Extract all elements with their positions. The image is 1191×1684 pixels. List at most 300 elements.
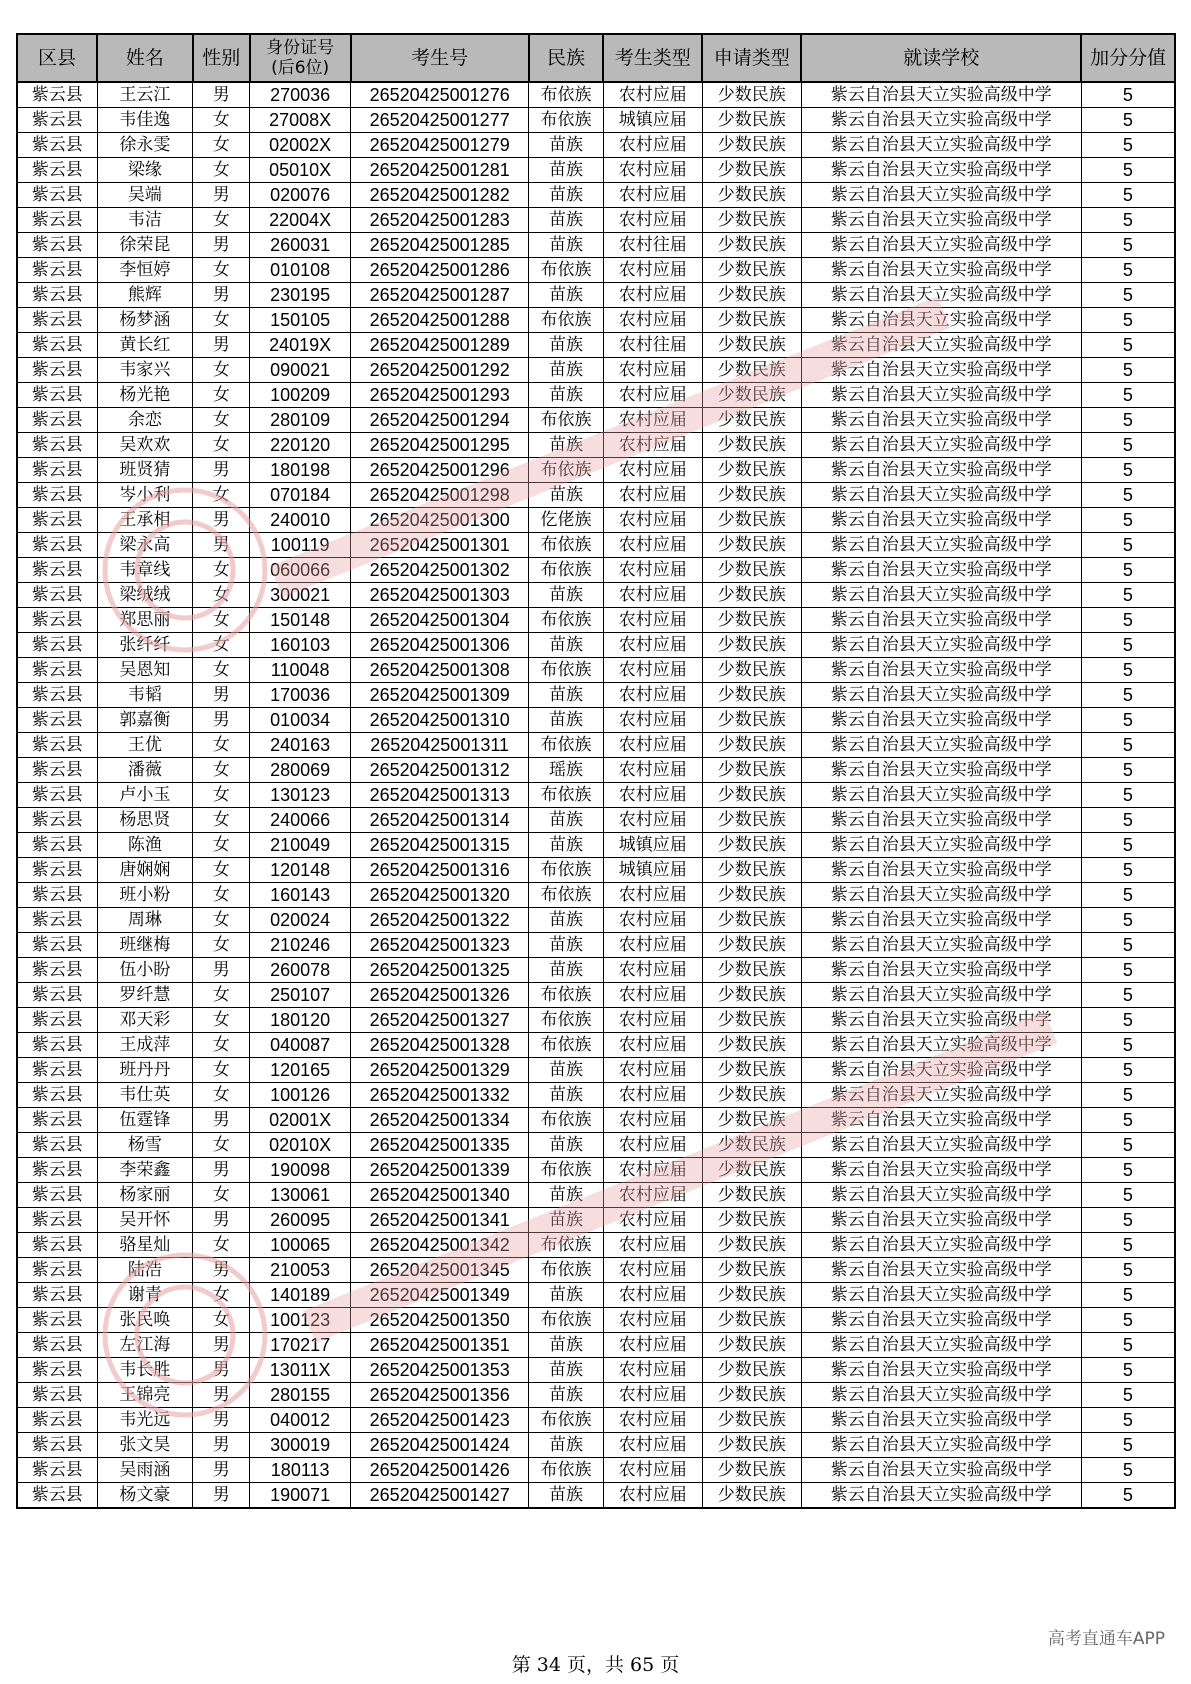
cell-bonus-points: 5 xyxy=(1081,358,1175,383)
cell-bonus-points: 5 xyxy=(1081,483,1175,508)
cell-district: 紫云县 xyxy=(17,82,97,108)
cell-district: 紫云县 xyxy=(17,1158,97,1183)
cell-candidate-type: 农村应届 xyxy=(603,1133,702,1158)
cell-application-type: 少数民族 xyxy=(702,608,801,633)
cell-exam-number: 26520425001323 xyxy=(351,933,529,958)
cell-bonus-points: 5 xyxy=(1081,983,1175,1008)
cell-exam-number: 26520425001276 xyxy=(351,82,529,108)
cell-ethnicity: 布依族 xyxy=(529,1033,604,1058)
cell-exam-number: 26520425001300 xyxy=(351,508,529,533)
cell-district: 紫云县 xyxy=(17,508,97,533)
cell-application-type: 少数民族 xyxy=(702,183,801,208)
cell-district: 紫云县 xyxy=(17,983,97,1008)
cell-exam-number: 26520425001279 xyxy=(351,133,529,158)
cell-school: 紫云自治县天立实验高级中学 xyxy=(801,1408,1081,1433)
cell-exam-number: 26520425001303 xyxy=(351,583,529,608)
cell-ethnicity: 布依族 xyxy=(529,108,604,133)
cell-application-type: 少数民族 xyxy=(702,1158,801,1183)
table-row xyxy=(17,1233,1175,1258)
cell-application-type: 少数民族 xyxy=(702,683,801,708)
cell-district: 紫云县 xyxy=(17,1208,97,1233)
cell-gender: 男 xyxy=(193,708,250,733)
header-district: 区县 xyxy=(17,34,97,82)
cell-id-suffix: 060066 xyxy=(250,558,351,583)
cell-candidate-type: 农村应届 xyxy=(603,1058,702,1083)
cell-gender: 女 xyxy=(193,933,250,958)
cell-id-suffix: 130061 xyxy=(250,1183,351,1208)
cell-bonus-points: 5 xyxy=(1081,383,1175,408)
cell-district: 紫云县 xyxy=(17,933,97,958)
table-row xyxy=(17,1483,1175,1509)
cell-district: 紫云县 xyxy=(17,758,97,783)
cell-application-type: 少数民族 xyxy=(702,1283,801,1308)
cell-bonus-points: 5 xyxy=(1081,1058,1175,1083)
cell-ethnicity: 苗族 xyxy=(529,808,604,833)
cell-gender: 男 xyxy=(193,283,250,308)
cell-bonus-points: 5 xyxy=(1081,1358,1175,1383)
cell-ethnicity: 苗族 xyxy=(529,1358,604,1383)
header-name: 姓名 xyxy=(97,34,193,82)
cell-name: 韦长胜 xyxy=(97,1358,193,1383)
cell-gender: 男 xyxy=(193,183,250,208)
table-row xyxy=(17,558,1175,583)
cell-id-suffix: 220120 xyxy=(250,433,351,458)
cell-district: 紫云县 xyxy=(17,633,97,658)
cell-gender: 女 xyxy=(193,983,250,1008)
cell-exam-number: 26520425001306 xyxy=(351,633,529,658)
table-row xyxy=(17,633,1175,658)
cell-bonus-points: 5 xyxy=(1081,1233,1175,1258)
table-row xyxy=(17,1033,1175,1058)
cell-district: 紫云县 xyxy=(17,358,97,383)
cell-name: 梁缘 xyxy=(97,158,193,183)
table-row xyxy=(17,733,1175,758)
cell-id-suffix: 150148 xyxy=(250,608,351,633)
cell-application-type: 少数民族 xyxy=(702,633,801,658)
cell-gender: 男 xyxy=(193,458,250,483)
cell-application-type: 少数民族 xyxy=(702,158,801,183)
cell-ethnicity: 布依族 xyxy=(529,1408,604,1433)
cell-id-suffix: 110048 xyxy=(250,658,351,683)
cell-candidate-type: 农村应届 xyxy=(603,1208,702,1233)
cell-name: 伍小盼 xyxy=(97,958,193,983)
cell-gender: 女 xyxy=(193,883,250,908)
cell-gender: 女 xyxy=(193,133,250,158)
cell-district: 紫云县 xyxy=(17,1108,97,1133)
table-row xyxy=(17,433,1175,458)
cell-gender: 女 xyxy=(193,758,250,783)
cell-candidate-type: 城镇应届 xyxy=(603,833,702,858)
cell-bonus-points: 5 xyxy=(1081,458,1175,483)
cell-candidate-type: 农村应届 xyxy=(603,958,702,983)
cell-name: 岑小利 xyxy=(97,483,193,508)
cell-ethnicity: 布依族 xyxy=(529,1308,604,1333)
cell-school: 紫云自治县天立实验高级中学 xyxy=(801,1358,1081,1383)
cell-district: 紫云县 xyxy=(17,1233,97,1258)
cell-bonus-points: 5 xyxy=(1081,108,1175,133)
cell-bonus-points: 5 xyxy=(1081,1408,1175,1433)
cell-ethnicity: 苗族 xyxy=(529,1483,604,1509)
cell-name: 班小粉 xyxy=(97,883,193,908)
cell-application-type: 少数民族 xyxy=(702,533,801,558)
cell-ethnicity: 苗族 xyxy=(529,908,604,933)
cell-exam-number: 26520425001314 xyxy=(351,808,529,833)
cell-district: 紫云县 xyxy=(17,708,97,733)
cell-id-suffix: 120165 xyxy=(250,1058,351,1083)
cell-application-type: 少数民族 xyxy=(702,1333,801,1358)
table-row xyxy=(17,258,1175,283)
cell-gender: 男 xyxy=(193,533,250,558)
cell-district: 紫云县 xyxy=(17,1083,97,1108)
cell-bonus-points: 5 xyxy=(1081,183,1175,208)
cell-school: 紫云自治县天立实验高级中学 xyxy=(801,208,1081,233)
cell-district: 紫云县 xyxy=(17,1133,97,1158)
cell-school: 紫云自治县天立实验高级中学 xyxy=(801,1333,1081,1358)
cell-gender: 男 xyxy=(193,1383,250,1408)
cell-name: 王承相 xyxy=(97,508,193,533)
table-row xyxy=(17,483,1175,508)
cell-gender: 女 xyxy=(193,808,250,833)
cell-ethnicity: 布依族 xyxy=(529,1258,604,1283)
cell-application-type: 少数民族 xyxy=(702,1083,801,1108)
table-row xyxy=(17,933,1175,958)
cell-id-suffix: 02002X xyxy=(250,133,351,158)
cell-id-suffix: 020076 xyxy=(250,183,351,208)
table-row xyxy=(17,383,1175,408)
cell-district: 紫云县 xyxy=(17,608,97,633)
cell-gender: 男 xyxy=(193,1408,250,1433)
cell-gender: 女 xyxy=(193,108,250,133)
cell-exam-number: 26520425001341 xyxy=(351,1208,529,1233)
cell-exam-number: 26520425001426 xyxy=(351,1458,529,1483)
cell-gender: 女 xyxy=(193,783,250,808)
cell-ethnicity: 苗族 xyxy=(529,833,604,858)
cell-ethnicity: 苗族 xyxy=(529,483,604,508)
cell-school: 紫云自治县天立实验高级中学 xyxy=(801,133,1081,158)
table-row xyxy=(17,1308,1175,1333)
cell-school: 紫云自治县天立实验高级中学 xyxy=(801,608,1081,633)
cell-candidate-type: 城镇应届 xyxy=(603,858,702,883)
cell-bonus-points: 5 xyxy=(1081,733,1175,758)
cell-candidate-type: 农村应届 xyxy=(603,483,702,508)
cell-ethnicity: 苗族 xyxy=(529,233,604,258)
table-row xyxy=(17,1058,1175,1083)
table-row xyxy=(17,708,1175,733)
cell-gender: 男 xyxy=(193,1433,250,1458)
cell-id-suffix: 100126 xyxy=(250,1083,351,1108)
cell-candidate-type: 农村应届 xyxy=(603,133,702,158)
cell-application-type: 少数民族 xyxy=(702,908,801,933)
cell-application-type: 少数民族 xyxy=(702,1233,801,1258)
cell-exam-number: 26520425001329 xyxy=(351,1058,529,1083)
cell-exam-number: 26520425001288 xyxy=(351,308,529,333)
cell-bonus-points: 5 xyxy=(1081,508,1175,533)
cell-gender: 女 xyxy=(193,583,250,608)
cell-exam-number: 26520425001277 xyxy=(351,108,529,133)
cell-ethnicity: 苗族 xyxy=(529,933,604,958)
cell-id-suffix: 270036 xyxy=(250,82,351,108)
cell-name: 余恋 xyxy=(97,408,193,433)
cell-gender: 女 xyxy=(193,1133,250,1158)
cell-exam-number: 26520425001282 xyxy=(351,183,529,208)
cell-candidate-type: 农村应届 xyxy=(603,408,702,433)
cell-application-type: 少数民族 xyxy=(702,358,801,383)
cell-application-type: 少数民族 xyxy=(702,833,801,858)
cell-district: 紫云县 xyxy=(17,158,97,183)
cell-district: 紫云县 xyxy=(17,1358,97,1383)
cell-id-suffix: 010108 xyxy=(250,258,351,283)
cell-candidate-type: 农村应届 xyxy=(603,633,702,658)
cell-school: 紫云自治县天立实验高级中学 xyxy=(801,1183,1081,1208)
cell-bonus-points: 5 xyxy=(1081,1383,1175,1408)
cell-candidate-type: 农村应届 xyxy=(603,658,702,683)
table-row xyxy=(17,958,1175,983)
cell-gender: 女 xyxy=(193,633,250,658)
cell-exam-number: 26520425001285 xyxy=(351,233,529,258)
cell-bonus-points: 5 xyxy=(1081,408,1175,433)
table-row xyxy=(17,758,1175,783)
cell-district: 紫云县 xyxy=(17,308,97,333)
cell-district: 紫云县 xyxy=(17,858,97,883)
cell-application-type: 少数民族 xyxy=(702,1483,801,1509)
cell-gender: 男 xyxy=(193,958,250,983)
cell-school: 紫云自治县天立实验高级中学 xyxy=(801,908,1081,933)
cell-bonus-points: 5 xyxy=(1081,133,1175,158)
cell-id-suffix: 27008X xyxy=(250,108,351,133)
table-row xyxy=(17,583,1175,608)
cell-ethnicity: 苗族 xyxy=(529,183,604,208)
cell-school: 紫云自治县天立实验高级中学 xyxy=(801,433,1081,458)
cell-application-type: 少数民族 xyxy=(702,108,801,133)
cell-candidate-type: 农村应届 xyxy=(603,808,702,833)
cell-bonus-points: 5 xyxy=(1081,608,1175,633)
cell-school: 紫云自治县天立实验高级中学 xyxy=(801,858,1081,883)
table-row xyxy=(17,308,1175,333)
cell-bonus-points: 5 xyxy=(1081,1458,1175,1483)
cell-ethnicity: 布依族 xyxy=(529,558,604,583)
cell-district: 紫云县 xyxy=(17,958,97,983)
table-row xyxy=(17,1358,1175,1383)
cell-candidate-type: 农村应届 xyxy=(603,908,702,933)
cell-gender: 女 xyxy=(193,433,250,458)
cell-candidate-type: 农村应届 xyxy=(603,1408,702,1433)
cell-exam-number: 26520425001312 xyxy=(351,758,529,783)
cell-ethnicity: 苗族 xyxy=(529,1383,604,1408)
cell-id-suffix: 300021 xyxy=(250,583,351,608)
cell-ethnicity: 布依族 xyxy=(529,883,604,908)
cell-id-suffix: 180120 xyxy=(250,1008,351,1033)
cell-school: 紫云自治县天立实验高级中学 xyxy=(801,783,1081,808)
cell-exam-number: 26520425001340 xyxy=(351,1183,529,1208)
cell-application-type: 少数民族 xyxy=(702,233,801,258)
cell-gender: 男 xyxy=(193,1108,250,1133)
cell-name: 杨文豪 xyxy=(97,1483,193,1509)
cell-name: 吴恩知 xyxy=(97,658,193,683)
cell-exam-number: 26520425001356 xyxy=(351,1383,529,1408)
cell-ethnicity: 布依族 xyxy=(529,983,604,1008)
cell-id-suffix: 210246 xyxy=(250,933,351,958)
cell-id-suffix: 180198 xyxy=(250,458,351,483)
cell-exam-number: 26520425001342 xyxy=(351,1233,529,1258)
cell-district: 紫云县 xyxy=(17,408,97,433)
cell-application-type: 少数民族 xyxy=(702,758,801,783)
bonus-points-table xyxy=(16,33,1176,1509)
cell-school: 紫云自治县天立实验高级中学 xyxy=(801,1033,1081,1058)
cell-exam-number: 26520425001281 xyxy=(351,158,529,183)
cell-application-type: 少数民族 xyxy=(702,1433,801,1458)
cell-name: 吴开怀 xyxy=(97,1208,193,1233)
cell-candidate-type: 农村应届 xyxy=(603,383,702,408)
table-row xyxy=(17,1383,1175,1408)
cell-name: 张纤纤 xyxy=(97,633,193,658)
cell-id-suffix: 210053 xyxy=(250,1258,351,1283)
cell-name: 李荣鑫 xyxy=(97,1158,193,1183)
cell-bonus-points: 5 xyxy=(1081,1208,1175,1233)
cell-application-type: 少数民族 xyxy=(702,333,801,358)
cell-application-type: 少数民族 xyxy=(702,1183,801,1208)
cell-gender: 女 xyxy=(193,908,250,933)
cell-application-type: 少数民族 xyxy=(702,583,801,608)
table-row xyxy=(17,1108,1175,1133)
cell-exam-number: 26520425001289 xyxy=(351,333,529,358)
cell-id-suffix: 210049 xyxy=(250,833,351,858)
cell-application-type: 少数民族 xyxy=(702,408,801,433)
cell-name: 熊辉 xyxy=(97,283,193,308)
table-row xyxy=(17,533,1175,558)
cell-school: 紫云自治县天立实验高级中学 xyxy=(801,1108,1081,1133)
cell-name: 王成萍 xyxy=(97,1033,193,1058)
cell-bonus-points: 5 xyxy=(1081,1483,1175,1509)
table-row xyxy=(17,808,1175,833)
table-row xyxy=(17,283,1175,308)
cell-district: 紫云县 xyxy=(17,1008,97,1033)
cell-bonus-points: 5 xyxy=(1081,958,1175,983)
cell-exam-number: 26520425001294 xyxy=(351,408,529,433)
header-gender: 性别 xyxy=(193,34,250,82)
cell-candidate-type: 农村应届 xyxy=(603,1258,702,1283)
cell-ethnicity: 布依族 xyxy=(529,858,604,883)
cell-exam-number: 26520425001295 xyxy=(351,433,529,458)
cell-name: 杨思贤 xyxy=(97,808,193,833)
cell-name: 韦章线 xyxy=(97,558,193,583)
cell-candidate-type: 农村应届 xyxy=(603,508,702,533)
cell-bonus-points: 5 xyxy=(1081,583,1175,608)
cell-name: 班继梅 xyxy=(97,933,193,958)
cell-ethnicity: 布依族 xyxy=(529,258,604,283)
cell-application-type: 少数民族 xyxy=(702,708,801,733)
cell-ethnicity: 布依族 xyxy=(529,608,604,633)
cell-district: 紫云县 xyxy=(17,1258,97,1283)
cell-exam-number: 26520425001423 xyxy=(351,1408,529,1433)
cell-district: 紫云县 xyxy=(17,1408,97,1433)
cell-district: 紫云县 xyxy=(17,458,97,483)
cell-bonus-points: 5 xyxy=(1081,933,1175,958)
cell-gender: 男 xyxy=(193,508,250,533)
cell-bonus-points: 5 xyxy=(1081,333,1175,358)
cell-exam-number: 26520425001316 xyxy=(351,858,529,883)
cell-gender: 女 xyxy=(193,1083,250,1108)
cell-candidate-type: 农村应届 xyxy=(603,1433,702,1458)
cell-district: 紫云县 xyxy=(17,1483,97,1509)
cell-candidate-type: 农村应届 xyxy=(603,883,702,908)
cell-name: 卢小玉 xyxy=(97,783,193,808)
cell-gender: 女 xyxy=(193,1233,250,1258)
cell-id-suffix: 190071 xyxy=(250,1483,351,1509)
cell-name: 徐永雯 xyxy=(97,133,193,158)
cell-school: 紫云自治县天立实验高级中学 xyxy=(801,183,1081,208)
cell-name: 张文昊 xyxy=(97,1433,193,1458)
cell-exam-number: 26520425001310 xyxy=(351,708,529,733)
cell-bonus-points: 5 xyxy=(1081,1333,1175,1358)
table-row xyxy=(17,408,1175,433)
table-row xyxy=(17,82,1175,108)
cell-name: 吴端 xyxy=(97,183,193,208)
cell-id-suffix: 040087 xyxy=(250,1033,351,1058)
cell-name: 唐娴娴 xyxy=(97,858,193,883)
cell-gender: 男 xyxy=(193,1158,250,1183)
cell-name: 班贤猜 xyxy=(97,458,193,483)
table-row xyxy=(17,1258,1175,1283)
cell-candidate-type: 农村应届 xyxy=(603,983,702,1008)
cell-ethnicity: 苗族 xyxy=(529,1133,604,1158)
cell-gender: 女 xyxy=(193,483,250,508)
cell-exam-number: 26520425001302 xyxy=(351,558,529,583)
cell-name: 陆浩 xyxy=(97,1258,193,1283)
cell-name: 韦家兴 xyxy=(97,358,193,383)
cell-bonus-points: 5 xyxy=(1081,1108,1175,1133)
header-ethnicity: 民族 xyxy=(529,34,604,82)
cell-ethnicity: 苗族 xyxy=(529,1058,604,1083)
cell-application-type: 少数民族 xyxy=(702,783,801,808)
page-number: 第 34 页，共 65 页 xyxy=(511,1654,680,1676)
table-row xyxy=(17,233,1175,258)
cell-candidate-type: 农村应届 xyxy=(603,1083,702,1108)
header-candidate-type: 考生类型 xyxy=(603,34,702,82)
cell-name: 王优 xyxy=(97,733,193,758)
cell-exam-number: 26520425001313 xyxy=(351,783,529,808)
cell-school: 紫云自治县天立实验高级中学 xyxy=(801,383,1081,408)
cell-candidate-type: 农村应届 xyxy=(603,683,702,708)
cell-candidate-type: 农村应届 xyxy=(603,358,702,383)
cell-id-suffix: 180113 xyxy=(250,1458,351,1483)
cell-school: 紫云自治县天立实验高级中学 xyxy=(801,708,1081,733)
cell-id-suffix: 230195 xyxy=(250,283,351,308)
cell-gender: 女 xyxy=(193,158,250,183)
cell-bonus-points: 5 xyxy=(1081,1008,1175,1033)
cell-district: 紫云县 xyxy=(17,208,97,233)
cell-exam-number: 26520425001308 xyxy=(351,658,529,683)
cell-candidate-type: 农村应届 xyxy=(603,1358,702,1383)
cell-bonus-points: 5 xyxy=(1081,1033,1175,1058)
cell-ethnicity: 苗族 xyxy=(529,1183,604,1208)
cell-ethnicity: 苗族 xyxy=(529,1433,604,1458)
cell-school: 紫云自治县天立实验高级中学 xyxy=(801,933,1081,958)
cell-application-type: 少数民族 xyxy=(702,1408,801,1433)
cell-bonus-points: 5 xyxy=(1081,533,1175,558)
table-row xyxy=(17,683,1175,708)
cell-ethnicity: 苗族 xyxy=(529,708,604,733)
cell-district: 紫云县 xyxy=(17,1283,97,1308)
cell-name: 班丹丹 xyxy=(97,1058,193,1083)
cell-candidate-type: 农村应届 xyxy=(603,208,702,233)
cell-school: 紫云自治县天立实验高级中学 xyxy=(801,1483,1081,1509)
cell-exam-number: 26520425001322 xyxy=(351,908,529,933)
cell-gender: 女 xyxy=(193,608,250,633)
cell-school: 紫云自治县天立实验高级中学 xyxy=(801,1058,1081,1083)
cell-gender: 男 xyxy=(193,233,250,258)
cell-ethnicity: 布依族 xyxy=(529,783,604,808)
header-exam-number: 考生号 xyxy=(351,34,529,82)
